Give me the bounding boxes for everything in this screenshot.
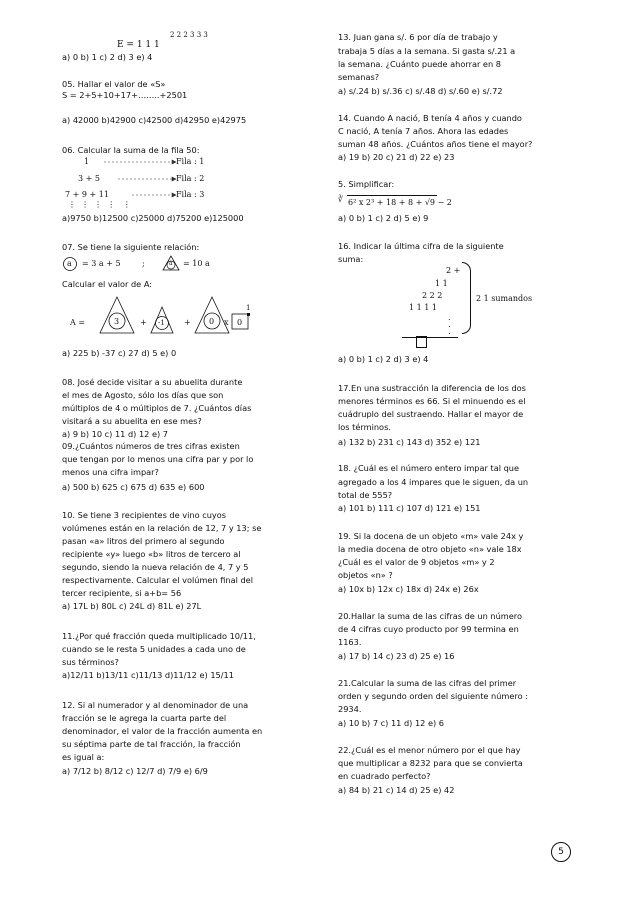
q11-options: a)12/11 b)13/11 c)11/13 d)11/12 e) 15/11 — [62, 670, 234, 680]
page-number: 5 — [551, 842, 571, 862]
q22-line: que multiplicar a 8232 para que se convierta — [338, 758, 523, 768]
q13-line: 13. Juan gana s/. 6 por día de trabajo y — [338, 32, 498, 42]
q6-text: 06. Calcular la suma de la fila 50: — [62, 145, 200, 155]
q7-separator: ; — [142, 259, 145, 268]
q18-line: agregado a los 4 impares que le siguen, da un — [338, 477, 529, 487]
q7-a-label: A = — [70, 318, 86, 327]
q14-line: suman 48 años. ¿Cuántos años tiene el mayor? — [338, 139, 533, 149]
q16-brace — [462, 262, 471, 334]
q16-line: 16. Indicar la última cifra de la siguiente — [338, 241, 504, 251]
q5-line: S = 2+5+10+17+……..+2501 — [62, 90, 188, 100]
q7-def1-expr: = 3 a + 5 — [82, 259, 121, 268]
q5b-options: a) 0 b) 1 c) 2 d) 5 e) 9 — [338, 213, 429, 223]
q7-options: a) 225 b) -37 c) 27 d) 5 e) 0 — [62, 348, 177, 358]
q9-options: a) 500 b) 625 c) 675 d) 635 e) 600 — [62, 482, 205, 492]
q7-def1-var: a — [67, 259, 72, 268]
q10-line: 10. Se tiene 3 recipientes de vino cuyos — [62, 510, 227, 520]
q8-line: múltiplos de 4 o múltiplos de 7. ¿Cuántos días — [62, 403, 252, 413]
q13-line: trabaja 5 días a la semana. Si gasta s/.21 a — [338, 46, 516, 56]
q14-options: a) 19 b) 20 c) 21 d) 22 e) 23 — [338, 152, 455, 162]
q5-options: a) 42000 b)42900 c)42500 d)42950 e)42975 — [62, 115, 247, 125]
q16-label: 2 1 sumandos — [476, 294, 533, 303]
q13-line: semanas? — [338, 72, 380, 82]
q21-line: 2934. — [338, 704, 362, 714]
q14-line: C nació, A tenía 7 años. Ahora las edades — [338, 126, 509, 136]
q16-dots: . . . — [448, 313, 451, 336]
q7-op: x — [224, 318, 229, 327]
q17-line: los términos. — [338, 422, 391, 432]
q13-line: la semana. ¿Cuánto puede ahorrar en 8 — [338, 59, 501, 69]
q19-line: objetos «n» ? — [338, 570, 393, 580]
q9-line: 09.¿Cuántos números de tres cifras existen — [62, 441, 240, 451]
q10-line: respectivamente. Calcular el volúmen final del — [62, 575, 253, 585]
q16-row: 1 1 — [435, 279, 448, 288]
q5b-expression: 6² x 2³ + 18 + 8 + √9 − 2 — [348, 198, 452, 207]
q21-line: 21.Calcular la suma de las cifras del primer — [338, 678, 517, 688]
q8-line: visitará a su abuelita en ese mes? — [62, 416, 202, 426]
q6-fila: Fila : 3 — [176, 190, 205, 199]
q19-options: a) 10x b) 12x c) 18x d) 24x e) 26x — [338, 584, 479, 594]
q13-options: a) s/.24 b) s/.36 c) s/.48 d) s/.60 e) s/.72 — [338, 86, 503, 96]
q9-line: menos una cifra impar? — [62, 467, 159, 477]
q17-line: 17.En una sustracción la diferencia de los dos — [338, 383, 526, 393]
q21-line: orden y segundo orden del siguiente número : — [338, 691, 528, 701]
q16-line: suma: — [338, 254, 364, 264]
q10-options: a) 17L b) 80L c) 24L d) 81L e) 27L — [62, 601, 202, 611]
q12-line: es igual a: — [62, 752, 105, 762]
q11-line: sus términos? — [62, 657, 119, 667]
q7-def2-var: a — [169, 260, 173, 267]
q7-op: + — [140, 318, 147, 327]
q6-fila: Fila : 2 — [176, 174, 205, 183]
q12-options: a) 7/12 b) 8/12 c) 12/7 d) 7/9 e) 6/9 — [62, 766, 208, 776]
radical-icon: ∛ — [338, 195, 344, 204]
q11-line: cuando se le resta 5 unidades a cada uno de — [62, 644, 246, 654]
q19-line: ¿Cuál es el valor de 9 objetos «m» y 2 — [338, 557, 495, 567]
q8-line: 08. José decide visitar a su abuelita durante — [62, 377, 243, 387]
q7-calc-text: Calcular el valor de A: — [62, 279, 153, 289]
q12-line: denominador, el valor de la fracción aumenta en — [62, 726, 263, 736]
q18-options: a) 101 b) 111 c) 107 d) 121 e) 151 — [338, 503, 481, 513]
q22-options: a) 84 b) 21 c) 14 d) 25 e) 42 — [338, 785, 455, 795]
q18-line: total de 555? — [338, 490, 393, 500]
q19-line: la media docena de otro objeto «n» vale 18x — [338, 544, 522, 554]
q20-options: a) 17 b) 14 c) 23 d) 25 e) 16 — [338, 651, 455, 661]
e-exponent: 2 2 2 3 3 3 — [170, 31, 208, 39]
q8-options: a) 9 b) 10 c) 11 d) 12 e) 7 — [62, 429, 169, 439]
q7-box-value: -1 — [158, 319, 165, 327]
q6-fila: Fila : 1 — [176, 157, 205, 166]
q8-line: el mes de Agosto, sólo los días que son — [62, 390, 224, 400]
q22-line: en cuadrado perfecto? — [338, 771, 431, 781]
q6-row: 7 + 9 + 11 — [65, 190, 109, 199]
q7-def2-expr: = 10 a — [183, 259, 210, 268]
q22-line: 22.¿Cuál es el menor número por el que hay — [338, 745, 521, 755]
e-options: a) 0 b) 1 c) 2 d) 3 e) 4 — [62, 52, 153, 62]
q7-figure — [62, 293, 262, 343]
q17-line: cuádruplo del sustraendo. Hallar el mayor de — [338, 409, 524, 419]
q10-line: segundo, siendo la nueva relación de 4, 7 y 5 — [62, 562, 249, 572]
q6-dots: ⋮ ⋮ ⋮ ⋮ ⋮ — [68, 200, 131, 209]
q7-text: 07. Se tiene la siguiente relación: — [62, 242, 200, 252]
q21-options: a) 10 b) 7 c) 11 d) 12 e) 6 — [338, 718, 445, 728]
q17-options: a) 132 b) 231 c) 143 d) 352 e) 121 — [338, 437, 481, 447]
q7-box-value: 3 — [114, 317, 120, 326]
q10-line: tercer recipiente, si a+b= 56 — [62, 588, 182, 598]
q20-line: de 4 cifras cuyo producto por 99 termina en — [338, 624, 519, 634]
q16-row: 1 1 1 1 — [409, 303, 437, 312]
radical-bar — [347, 195, 437, 196]
q11-line: 11.¿Por qué fracción queda multiplicado 10/11, — [62, 631, 256, 641]
q5b-text: 5. Simplificar: — [338, 179, 395, 189]
q16-answer-box — [416, 336, 427, 348]
q16-row: 2 2 2 — [422, 291, 443, 300]
q17-line: menores términos es 66. Si el minuendo es el — [338, 396, 526, 406]
q5-line: 05. Hallar el valor de «S» — [62, 79, 166, 89]
q7-box-value: 0 — [209, 317, 215, 326]
q10-line: pasan «a» litros del primero al segundo — [62, 536, 225, 546]
q18-line: 18. ¿Cuál es el número entero impar tal que — [338, 463, 520, 473]
q9-line: que tengan por lo menos una cifra par y por lo — [62, 454, 254, 464]
q16-row: 2 + — [446, 266, 461, 275]
q12-line: fracción se le agrega la cuarta parte del — [62, 713, 227, 723]
q6-row: 3 + 5 — [78, 174, 100, 183]
q6-options: a)9750 b)12500 c)25000 d)75200 e)125000 — [62, 213, 244, 223]
q20-line: 1163. — [338, 637, 362, 647]
q12-line: 12. Si al numerador y al denominador de una — [62, 700, 249, 710]
q7-op: + — [184, 318, 191, 327]
q10-line: volúmenes están en la relación de 12, 7 y 13; se — [62, 523, 262, 533]
q16-options: a) 0 b) 1 c) 2 d) 3 e) 4 — [338, 354, 429, 364]
e-formula: E = 1 1 1 — [117, 40, 160, 50]
q16-sum-line — [402, 337, 458, 338]
q12-line: su séptima parte de tal fracción, la fracción — [62, 739, 241, 749]
q7-last-box: 0 — [237, 318, 243, 327]
q7-last-exponent: 1 — [246, 304, 251, 312]
q10-line: recipiente «y» luego «b» litros de tercero al — [62, 549, 241, 559]
q20-line: 20.Hallar la suma de las cifras de un número — [338, 611, 522, 621]
q14-line: 14. Cuando A nació, B tenía 4 años y cuando — [338, 113, 522, 123]
q19-line: 19. Si la docena de un objeto «m» vale 24x y — [338, 531, 524, 541]
q6-row: 1 — [84, 157, 90, 166]
